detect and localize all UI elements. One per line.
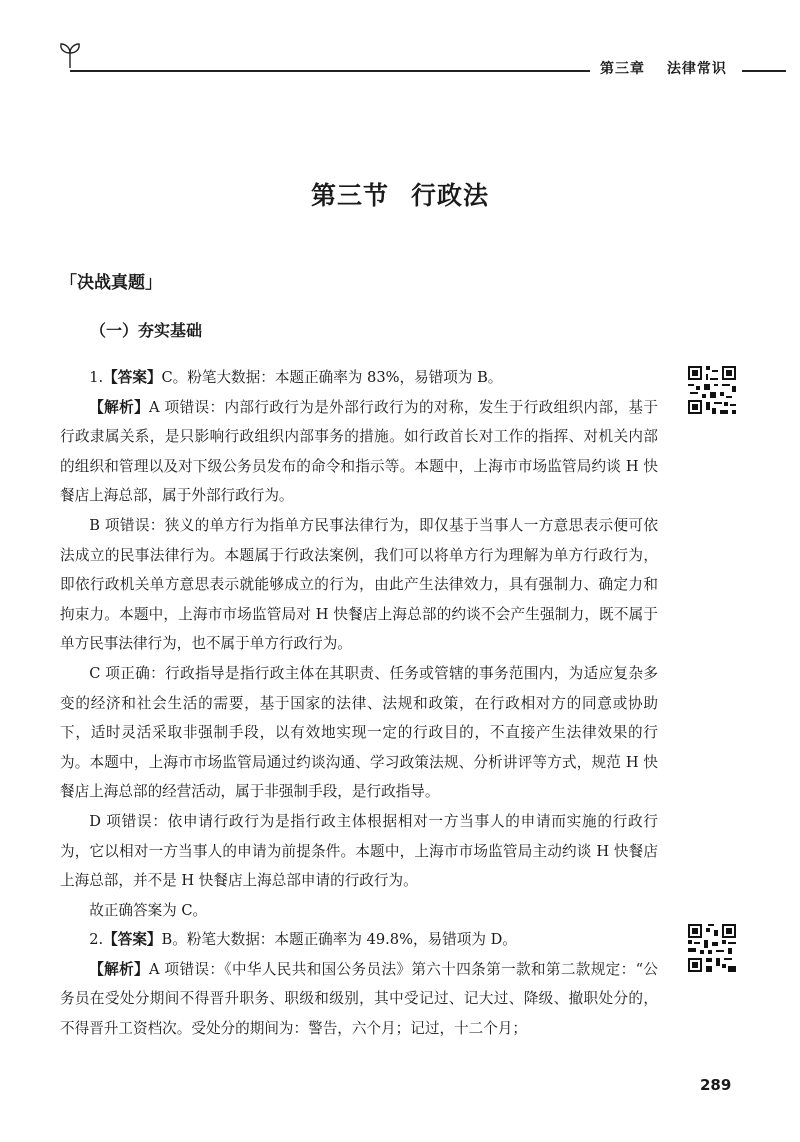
paragraph	[60, 896, 658, 926]
paragraph	[60, 955, 658, 1044]
qr-code-icon[interactable]	[686, 364, 738, 416]
paragraph	[60, 393, 658, 511]
subheading: 「决战真题」	[60, 273, 162, 293]
page-number: 289	[700, 1076, 732, 1094]
header-title: 法律常识	[666, 61, 727, 77]
header-rule-left	[70, 70, 590, 72]
section-title	[0, 176, 800, 212]
question-number: 2.	[89, 931, 104, 949]
body-text	[60, 363, 658, 1044]
paragraph	[60, 511, 658, 659]
paragraph	[60, 659, 658, 807]
paragraph-text: 故正确答案为 C。	[89, 901, 208, 919]
paragraph-text: C 项正确：行政指导是指行政主体在其职责、任务或管辖的事务范围内，为适应复杂多变的经济和社会生活的需要，基于国家的法律、法规和政策，在行政相对方的同意或协助下，适时灵活采取非强制手段，以有效地实现一定的行政目的，不直接产生法律效果的行为。本题中，上海市市场监管局通过约谈沟通、学习政策法规、分析讲评等方式，规范 H 快餐店上海总部的经营活动，属于非强制手段，是行政指导。	[60, 664, 658, 801]
subsubheading: （一）夯实基础	[90, 321, 203, 340]
analysis-tag: 【解析】	[89, 398, 150, 416]
paragraph	[60, 363, 658, 393]
answer-tag: 【答案】	[103, 931, 162, 949]
qr-code-icon[interactable]	[686, 922, 738, 974]
section-name: 行政法	[411, 181, 490, 210]
analysis-tag: 【解析】	[89, 960, 149, 978]
paragraph	[60, 925, 658, 955]
section-number: 第三节	[310, 181, 389, 210]
paragraph-text: D 项错误：依申请行政行为是指行政主体根据相对一方当事人的申请而实施的行政行为，它以相对一方当事人的申请为前提条件。本题中，上海市市场监管局主动约谈 H 快餐店上海总部，并不是 H 快餐店上海总部申请的行政行为。	[60, 812, 658, 890]
header-chapter: 第三章	[600, 61, 645, 77]
paragraph-text: C。粉笔大数据：本题正确率为 83%，易错项为 B。	[161, 369, 503, 386]
sprout-logo-icon	[58, 40, 82, 70]
paragraph-text: A 项错误：《中华人民共和国公务员法》第六十四条第一款和第二款规定：“公务员在受处分期间不得晋升职务、职级和级别，其中受记过、记大过、降级、撤职处分的，不得晋升工资档次。受处分的期间为：警告，六个月；记过，十二个月；	[60, 960, 658, 1038]
paragraph	[60, 807, 658, 896]
answer-tag: 【答案】	[103, 369, 162, 386]
paragraph-text: A 项错误：内部行政行为是外部行政行为的对称，发生于行政组织内部，基于行政隶属关系，是只影响行政组织内部事务的措施。如行政首长对工作的指挥、对机关内部的组织和管理以及对下级公务员发布的命令和指示等。本题中，上海市市场监管局约谈 H 快餐店上海总部，属于外部行政行为。	[60, 398, 658, 505]
paragraph-text: B 项错误：狭义的单方行为指单方民事法律行为，即仅基于当事人一方意思表示便可依法成立的民事法律行为。本题属于行政法案例，我们可以将单方行为理解为单方行政行为，即依行政机关单方意思表示就能够成立的行为，由此产生法律效力，具有强制力、确定力和拘束力。本题中，上海市市场监管局对 H 快餐店上海总部的约谈不会产生强制力，既不属于单方民事法律行为，也不属于单方行政行为。	[60, 516, 658, 653]
question-number: 1.	[89, 369, 104, 386]
paragraph-text: B。粉笔大数据：本题正确率为 49.8%，易错项为 D。	[161, 931, 517, 949]
header-rule-right	[742, 70, 786, 72]
running-header	[600, 58, 727, 78]
